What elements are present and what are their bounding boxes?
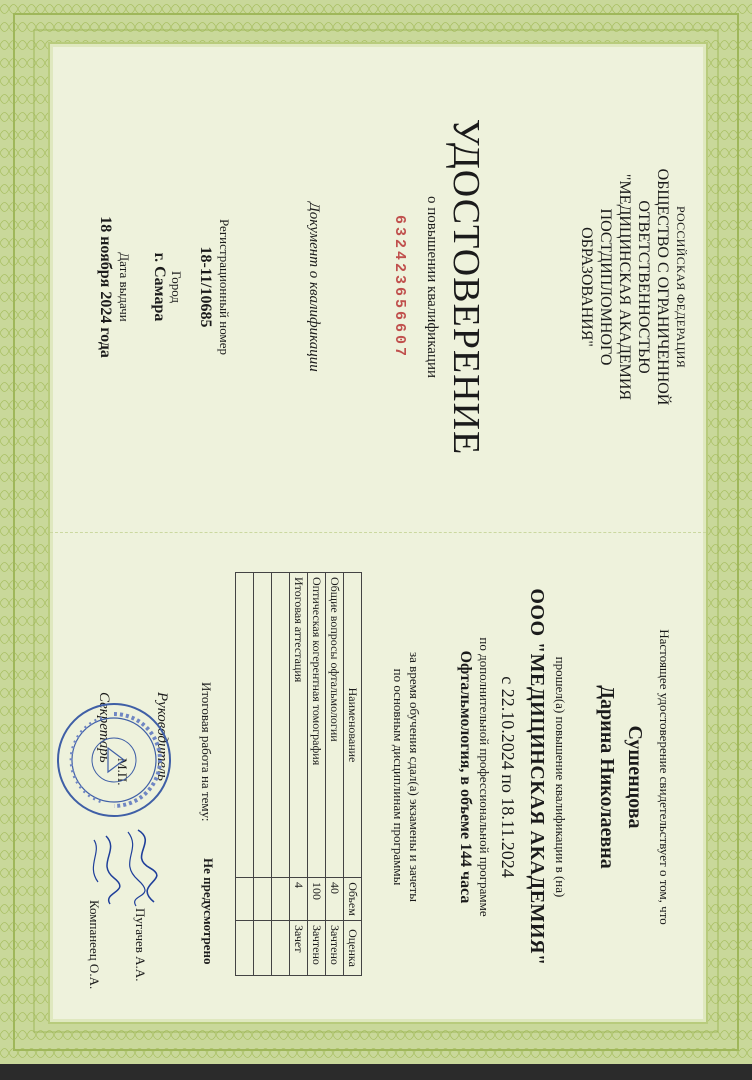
secretary-label: Секретарь: [96, 692, 112, 763]
discipline-volume: 40: [326, 878, 344, 921]
table-row: [290, 573, 308, 976]
org-line: "МЕДИЦИНСКАЯ АКАДЕМИЯ: [616, 173, 633, 401]
city-label: Город: [169, 270, 184, 304]
header-name: Наименование: [344, 573, 362, 878]
document-kind: Документ о квалификации: [306, 202, 322, 372]
table-row-empty: [236, 573, 254, 976]
table-row-empty: [254, 573, 272, 976]
country-label: РОССИЙСКАЯ ФЕДЕРАЦИЯ: [674, 205, 688, 369]
scan-edge: [0, 1064, 752, 1080]
org-line: ОБЩЕСТВО С ОГРАНИЧЕННОЙ: [654, 168, 671, 406]
intro-text: Настоящее удостоверение свидетельствует о том, что: [657, 629, 672, 925]
header-grade: Оценка: [344, 921, 362, 976]
organization-name: [577, 42, 672, 532]
header-volume: Объем: [344, 878, 362, 921]
left-page: [52, 42, 708, 532]
program-name: Офтальмология, в объеме 144 часа: [457, 650, 474, 904]
document-title: УДОСТОВЕРЕНИЕ: [445, 118, 487, 456]
discipline-volume: 100: [308, 878, 326, 921]
document-subtitle: о повышении квалификации: [424, 196, 440, 378]
holder-surname: Сушенцова: [624, 725, 646, 829]
city-value: г. Самара: [151, 252, 168, 322]
final-work-label: Итоговая работа на тему:: [199, 682, 214, 822]
signature-head: [78, 822, 168, 912]
disciplines-table: [235, 572, 362, 976]
org-line: ОБРАЗОВАНИЯ": [578, 227, 595, 347]
registration-label: Регистрационный номер: [217, 219, 232, 355]
org-line: ОТВЕТСТВЕННОСТЬЮ: [635, 200, 652, 374]
discipline-volume: 4: [290, 878, 308, 921]
final-work-value: Не предусмотрено: [201, 858, 216, 965]
discipline-grade: Зачтено: [326, 921, 344, 976]
issue-date-label: Дата выдачи: [117, 252, 132, 322]
table-row: [308, 573, 326, 976]
program-intro: по дополнительной профессиональной программе: [477, 637, 492, 917]
study-period: с 22.10.2024 по 18.11.2024: [498, 676, 518, 878]
head-name: Пугачев А.А.: [133, 908, 148, 982]
org-line: ПОСТДИПЛОМНОГО: [597, 208, 614, 366]
organization-stamp: [54, 690, 174, 830]
head-label: Руководитель: [154, 692, 170, 781]
exams-text-1: за время обучения сдал(а) экзамены и зачеты: [407, 652, 422, 902]
table-header-row: [344, 573, 362, 976]
right-page: [52, 532, 708, 1022]
discipline-name: Общие вопросы офтальмологии: [326, 573, 344, 878]
discipline-name: Оптическая когерентная томография: [308, 573, 326, 878]
academy-name: ООО "МЕДИЦИНСКАЯ АКАДЕМИЯ": [526, 588, 548, 966]
discipline-grade: Зачет: [290, 921, 308, 976]
mp-label: М.П.: [115, 758, 130, 786]
table-row-empty: [272, 573, 290, 976]
discipline-name: Итоговая аттестация: [290, 573, 308, 878]
issue-date: 18 ноября 2024 года: [97, 216, 114, 358]
registration-number: 18-11/10685: [197, 246, 214, 328]
rotated-content: [52, 42, 708, 1022]
secretary-name: Компанеец О.А.: [87, 900, 102, 990]
discipline-grade: Зачтено: [308, 921, 326, 976]
table-row: [326, 573, 344, 976]
exams-text-2: по основным дисциплинам программы: [391, 668, 406, 886]
document-number: 632423656607: [391, 214, 408, 360]
passed-text: прошел(а) повышение квалификации в (на): [553, 656, 568, 898]
holder-given-names: Дарина Николаевна: [596, 685, 618, 869]
